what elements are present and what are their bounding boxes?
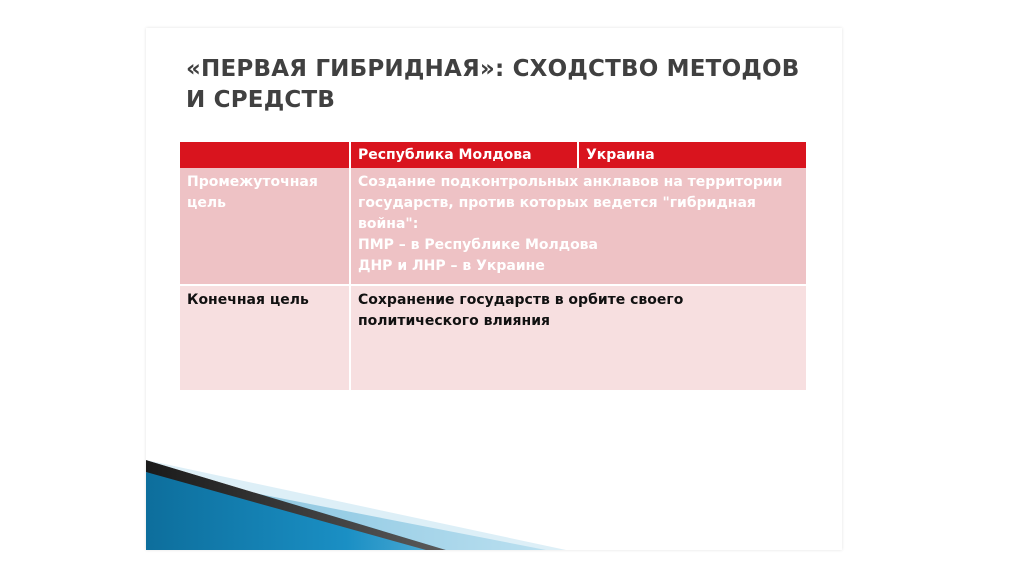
value-line: ПМР – в Республике Молдова	[358, 237, 598, 253]
row-label-final-goal: Конечная цель	[180, 285, 350, 390]
row-value-intermediate-goal	[350, 168, 806, 285]
header-cell-moldova: Республика Молдова	[350, 142, 578, 168]
value-line: Создание подконтрольных анклавов на территории государств, против которых ведется "гибридная война":	[358, 174, 783, 232]
comparison-table	[180, 142, 806, 390]
header-cell-empty	[180, 142, 350, 168]
value-line: Сохранение государств в орбите своего политического влияния	[358, 292, 684, 329]
row-value-final-goal	[350, 285, 806, 390]
row-label-intermediate-goal: Промежуточная цель	[180, 168, 350, 285]
slide-title: «ПЕРВАЯ ГИБРИДНАЯ»: СХОДСТВО МЕТОДОВ И СРЕДСТВ	[186, 56, 800, 113]
slide	[146, 28, 842, 550]
decorative-wedge	[146, 460, 566, 550]
value-line: ДНР и ЛНР – в Украине	[358, 258, 545, 274]
table-row-final-goal	[180, 285, 806, 390]
header-cell-ukraine: Украина	[578, 142, 806, 168]
table-header-row	[180, 142, 806, 168]
table-row-intermediate-goal	[180, 168, 806, 285]
